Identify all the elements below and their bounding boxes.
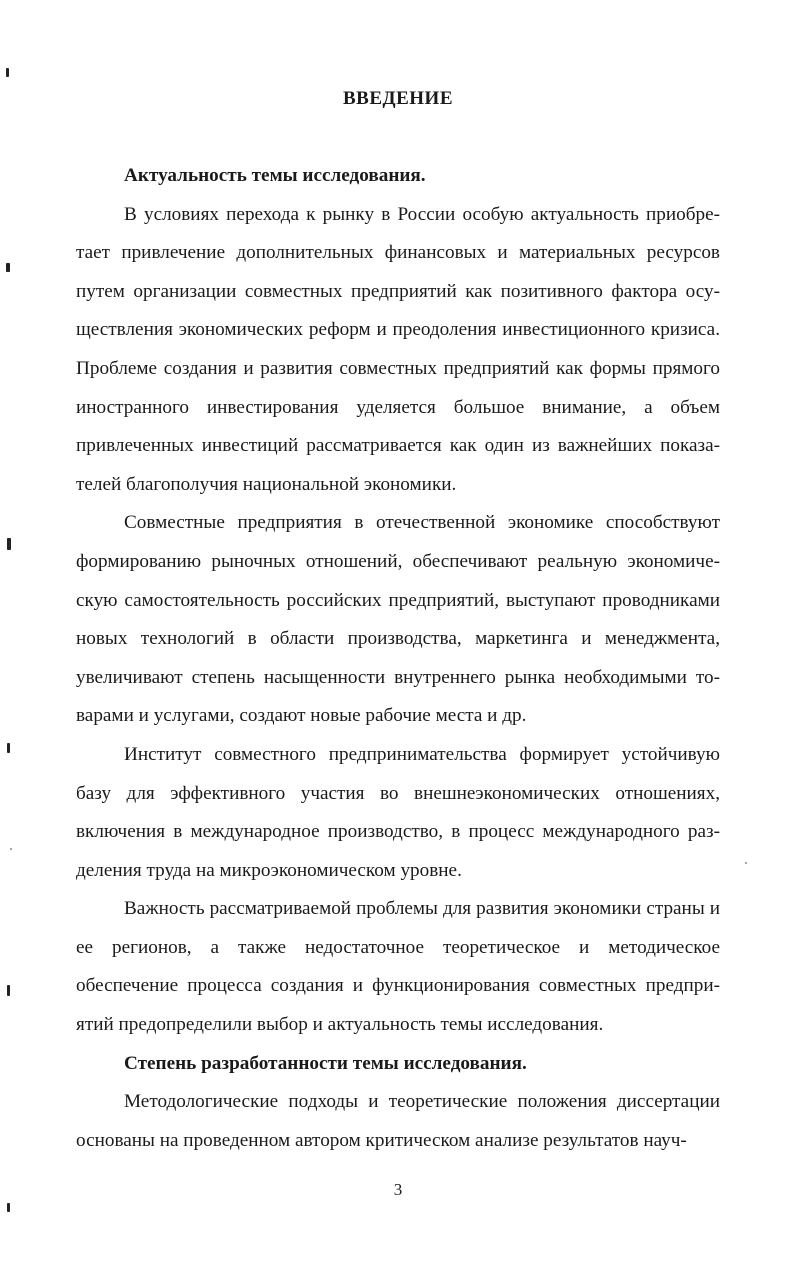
paragraph-4: Важность рассматриваемой проблемы для развития экономики страны и ее регионов, а также недостаточное теоретическое и методическое обеспечение процесса создания и функционирования совместных предприятий предопределили выбор и актуальность темы исследования. [76,898,720,1036]
paragraph-1: В условиях перехода к рынку в России особую актуальность приобретает привлечение дополнительных финансовых и материальных ресурсов путем организации совместных предприятий как позитивного фактора осуществления экономических реформ и преодоления инвестиционного кризиса. Проблеме создания и развития совместных предприятий как формы прямого иностранного инвестирования уделяется большое внимание, а объем привлеченных инвестиций рассматривается как один из важнейших показателей благополучия национальной экономики. [76,203,720,495]
scan-mark [7,743,10,753]
body-text [76,157,720,1160]
paragraph-2: Совместные предприятия в отечественной экономике способствуют формированию рыночных отношений, обеспечивают реальную экономическую самостоятельность российских предприятий, выступают проводниками новых технологий в области производства, маркетинга и менеджмента, увеличивают степень насыщенности внутреннего рынка необходимыми товарами и услугами, создают новые рабочие места и др. [76,512,720,727]
scan-mark [7,1203,10,1212]
page-number: 3 [393,1180,403,1199]
paragraph-5: Методологические подходы и теоретические положения диссертации основаны на проведенном автором критическом анализе результатов науч- [76,1091,720,1151]
section-heading-development: Степень разработанности темы исследования. [124,1052,527,1074]
scan-mark [6,68,9,77]
scan-mark [7,538,11,550]
scan-speck [10,848,12,850]
scan-mark [6,263,10,272]
page-title: ВВЕДЕНИЕ [343,88,453,109]
scan-speck [745,862,747,864]
section-heading-relevance: Актуальность темы исследования. [124,165,426,186]
scan-mark [7,985,10,996]
paragraph-3: Институт совместного предпринимательства формирует устойчивую базу для эффективного участия во внешнеэкономических отношениях, включения в международное производство, в процесс международного разделения труда на микроэкономическом уровне. [76,743,720,881]
